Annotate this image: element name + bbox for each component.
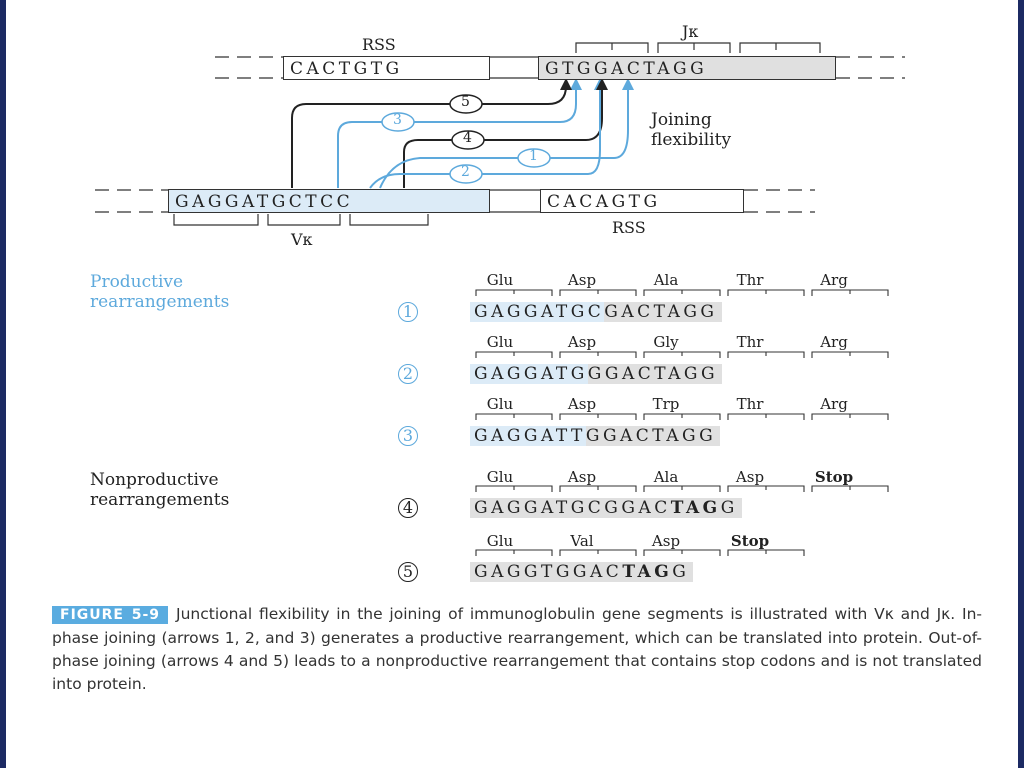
v-segment-part: GAGGATG: [470, 364, 588, 384]
codon-labels-2: [474, 333, 894, 353]
jk-sequence: GTGGACTAGG: [538, 56, 836, 80]
row-number-2: 2: [398, 364, 418, 384]
sequence-tail: G: [672, 562, 693, 582]
j-segment-part: GGACTAGG: [588, 364, 722, 384]
codon-labels-4: [474, 468, 894, 488]
sequence-part: GAGGATGCGGAC: [470, 498, 671, 518]
row-number-1: 1: [398, 302, 418, 322]
row-number-3: 3: [398, 426, 418, 446]
rearranged-sequence-2: [470, 362, 722, 386]
codon-label: Asp: [567, 271, 597, 289]
v-segment-part: GAGGATGC: [470, 302, 604, 322]
stop-codon: TAG: [670, 498, 721, 518]
codon-label: Glu: [486, 395, 514, 413]
codon-label: Ala: [653, 468, 679, 486]
vk-sequence: GAGGATGCTCC: [168, 189, 490, 213]
stop-codon: TAG: [622, 562, 673, 582]
codon-labels-5: [474, 532, 894, 552]
caption-text: Junctional flexibility in the joining of immunoglobulin gene segments is illustrated with Vκ and Jκ. In-phase joining (arrows 1, 2, and 3) generates a productive rearrangement, which can be translated into protein. Out-of-phase joining (arrows 4 and 5) leads to a nonproductive rearrangement that contains stop codons and is not translated into protein.: [52, 605, 982, 693]
stop-codon-label: Stop: [814, 468, 854, 486]
sequence-part: GAGGTGGAC: [470, 562, 622, 582]
codon-label: Trp: [652, 395, 680, 413]
nonproductive-label-1: Nonproductive: [90, 470, 219, 490]
codon-label: Val: [570, 532, 594, 550]
rss-top-label: RSS: [362, 35, 396, 54]
codon-label: Asp: [651, 532, 681, 550]
vk-label: Vκ: [291, 230, 313, 249]
arrow-number-4: 4: [463, 130, 472, 146]
row-number-5: 5: [398, 562, 418, 582]
row-number-4: 4: [398, 498, 418, 518]
codon-label: Arg: [820, 271, 848, 289]
codon-label: Asp: [567, 333, 597, 351]
codon-label: Thr: [736, 333, 764, 351]
codon-label: Asp: [567, 468, 597, 486]
rss-top-sequence: CACTGTG: [283, 56, 490, 80]
codon-label: Glu: [486, 333, 514, 351]
rearranged-sequence-1: [470, 300, 722, 324]
j-segment-part: GGACTAGG: [586, 426, 720, 446]
joining-flexibility-label-2: flexibility: [651, 130, 732, 150]
rearranged-sequence-4: [470, 496, 742, 520]
rearranged-sequence-5: [470, 560, 693, 584]
arrow-number-1: 1: [529, 148, 538, 164]
codon-label: Glu: [486, 532, 514, 550]
codon-labels-3: [474, 395, 894, 415]
rearranged-sequence-3: [470, 424, 720, 448]
codon-label: Thr: [736, 395, 764, 413]
codon-label: Arg: [820, 395, 848, 413]
codon-label: Ala: [653, 271, 679, 289]
codon-label: Asp: [567, 395, 597, 413]
jk-label: Jκ: [682, 22, 699, 41]
nonproductive-label-2: rearrangements: [90, 490, 230, 510]
codon-label: Glu: [486, 468, 514, 486]
arrow-number-5: 5: [461, 94, 470, 110]
figure-caption: [52, 603, 982, 696]
j-segment-part: GACTAGG: [604, 302, 721, 322]
v-segment-part: GAGGATT: [470, 426, 586, 446]
rss-bottom-label: RSS: [612, 218, 646, 237]
codon-labels-1: [474, 271, 894, 291]
rss-bottom-sequence: CACAGTG: [540, 189, 744, 213]
codon-label: Gly: [653, 333, 679, 351]
codon-label: Glu: [486, 271, 514, 289]
productive-label-1: Productive: [90, 272, 184, 292]
joining-flexibility-label-1: Joining: [651, 110, 712, 130]
codon-label: Thr: [736, 271, 764, 289]
arrow-number-2: 2: [461, 164, 470, 180]
codon-label: Arg: [820, 333, 848, 351]
productive-label-2: rearrangements: [90, 292, 230, 312]
codon-label: Asp: [735, 468, 765, 486]
figure-tag: FIGURE 5-9: [52, 606, 168, 624]
stop-codon-label: Stop: [730, 532, 770, 550]
sequence-tail: G: [721, 498, 742, 518]
arrow-number-3: 3: [393, 112, 402, 128]
